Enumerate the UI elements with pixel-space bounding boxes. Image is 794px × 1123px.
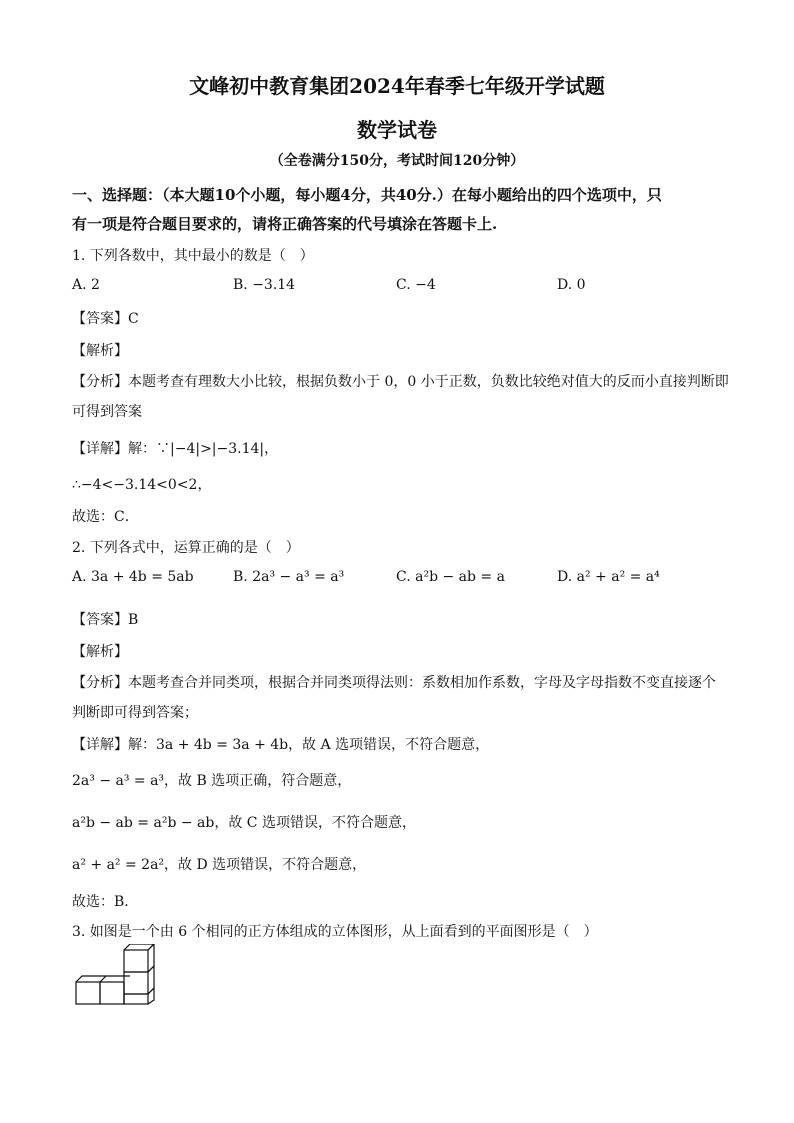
cube-mid-right-side — [148, 966, 154, 994]
q1-analysis-label: 【解析】 — [72, 343, 128, 359]
q3-stem: 3. 如图是一个由 6 个相同的正方体组成的立体图形，从上面看到的平面图形是（ ） — [72, 924, 598, 940]
q2-detail-line3: a²b − ab = a²b − ab，故 C 选项错误，不符合题意， — [72, 815, 416, 831]
q2-detail-line2: 2a³ − a³ = a³，故 B 选项正确，符合题意， — [72, 773, 352, 789]
section-heading-line1: 一、选择题：（本大题10个小题，每小题4分，共40分.）在每小题给出的四个选项中，只 — [72, 186, 662, 204]
cube-row-top-divider — [100, 976, 106, 982]
q2-analysis-label: 【解析】 — [72, 644, 128, 660]
q2-fenxi-line2: 判断即可得到答案； — [72, 705, 198, 721]
q1-option-d: D. 0 — [557, 277, 586, 293]
cube-mid-right — [124, 972, 148, 994]
cube-bottom-2 — [100, 982, 124, 1004]
q2-detail-line1: 【详解】解：3a + 4b = 3a + 4b，故 A 选项错误，不符合题意， — [72, 737, 490, 753]
q1-stem: 1. 下列各数中，其中最小的数是（ ） — [72, 248, 314, 264]
q1-answer: 【答案】C — [72, 311, 139, 327]
q1-conclusion: 故选：C． — [72, 509, 139, 525]
q1-detail-line2: ∴−4<−3.14<0<2， — [72, 477, 212, 493]
q1-option-c: C. −4 — [396, 277, 436, 293]
q2-option-a: A. 3a + 4b = 5ab — [72, 569, 194, 585]
q1-option-a: A. 2 — [72, 277, 100, 293]
cube-bottom-3 — [124, 994, 148, 1004]
q2-stem: 2. 下列各式中，运算正确的是（ ） — [72, 540, 300, 556]
q1-detail-line1: 【详解】解：∵|−4|>|−3.14|， — [72, 441, 279, 457]
cube-top-front — [124, 950, 148, 972]
q1-fenxi-line1: 【分析】本题考查有理数大小比较，根据负数小于 0，0 小于正数，负数比较绝对值大的反而小直接判断即 — [72, 374, 729, 390]
exam-note: （全卷满分150分，考试时间120分钟） — [269, 153, 525, 169]
q2-option-d: D. a² + a² = a⁴ — [557, 569, 660, 585]
cube-stack-figure — [72, 944, 162, 1010]
cube-top-side — [148, 944, 154, 972]
cube-bottom-1 — [76, 982, 100, 1004]
q2-answer: 【答案】B — [72, 612, 139, 628]
q2-option-b: B. 2a³ − a³ = a³ — [233, 569, 345, 585]
q1-fenxi-line2: 可得到答案 — [72, 404, 142, 420]
q2-fenxi-line1: 【分析】本题考查合并同类项，根据合并同类项得法则：系数相加作系数，字母及字母指数不变直接逐个 — [72, 675, 716, 691]
q2-conclusion: 故选：B． — [72, 894, 139, 910]
q2-detail-line4: a² + a² = 2a²，故 D 选项错误，不符合题意， — [72, 857, 367, 873]
q1-option-b: B. −3.14 — [233, 277, 296, 293]
exam-subtitle: 数学试卷 — [357, 118, 437, 142]
q2-option-c: C. a²b − ab = a — [396, 569, 505, 585]
section-heading-line2: 有一项是符合题目要求的，请将正确答案的代号填涂在答题卡上. — [72, 215, 498, 233]
exam-title: 文峰初中教育集团2024年春季七年级开学试题 — [189, 74, 605, 98]
cube-bottom-side — [148, 988, 154, 1004]
